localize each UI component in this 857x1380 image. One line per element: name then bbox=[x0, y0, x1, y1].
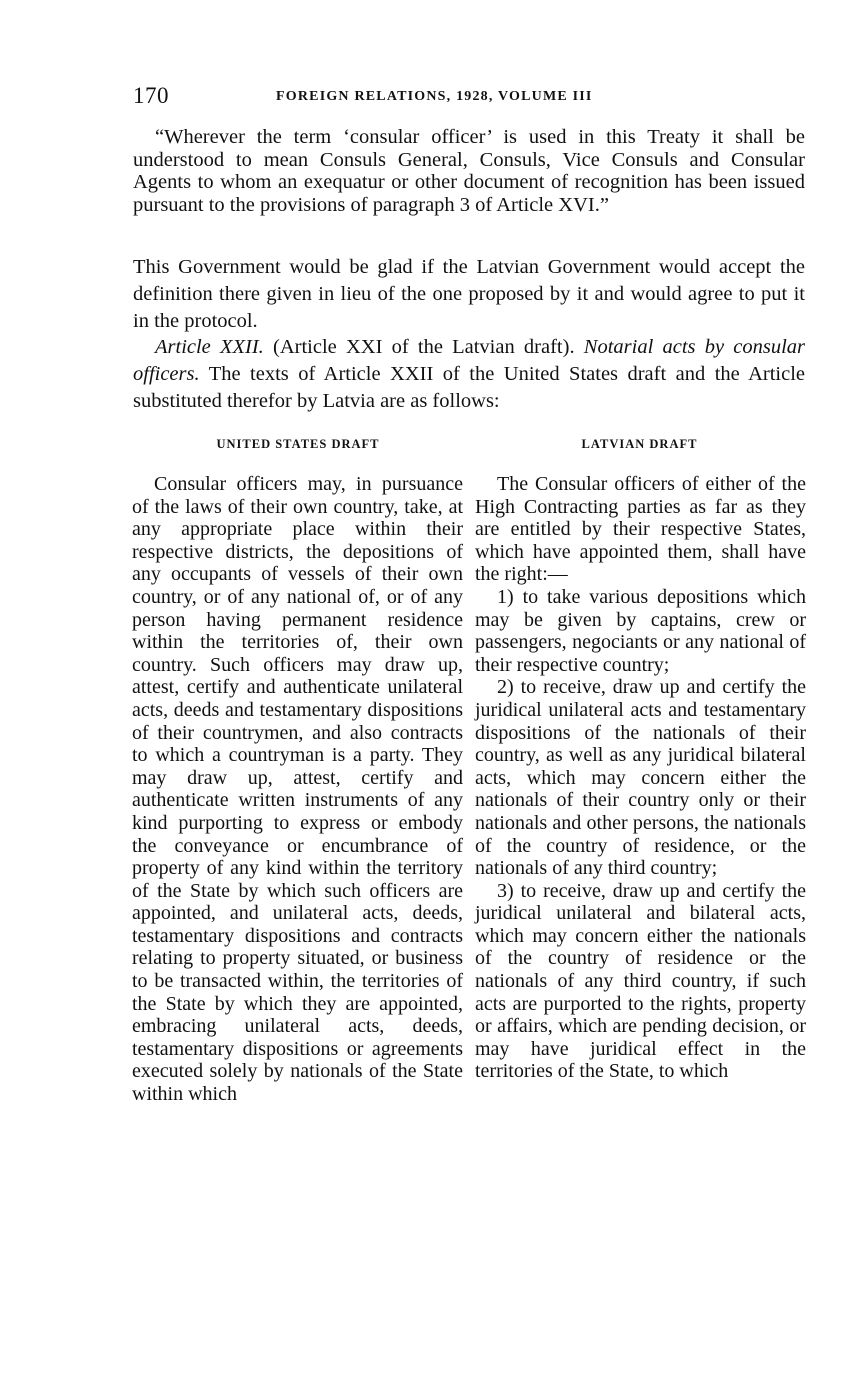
article-text: The texts of Article XXII of the United States draft and the Article substituted therefor by Latvia are as follows: bbox=[133, 363, 805, 412]
quoted-definition bbox=[133, 126, 805, 216]
article-label: Article XXII. bbox=[155, 336, 264, 359]
latvian-draft-intro: The Consular officers of either of the High Contracting parties as far as they are entitled by their respective States, which have appointed them, shall have the right:— bbox=[475, 473, 806, 586]
running-title: FOREIGN RELATIONS, 1928, VOLUME III bbox=[276, 89, 593, 104]
latvian-draft-item-3: 3) to receive, draw up and certify the juridical unilateral and bilateral acts, which may concern either the nationals of the country of residence or the nationals of any third country, if such acts are purported to the rights, property or affairs, which are pending decision, or may have juridical effect in the territories of the State, to which bbox=[475, 879, 806, 1083]
article-paragraph bbox=[133, 334, 805, 414]
latvian-draft-column bbox=[475, 473, 806, 1083]
article-title: Notarial acts by consular officers. bbox=[133, 336, 806, 386]
article-reference: (Article XXI of the Latvian draft). bbox=[263, 336, 584, 359]
running-head bbox=[133, 83, 805, 113]
united-states-draft-text: Consular officers may, in pursuance of the laws of their own country, take, at any appropriate place within their respective districts, the depositions of any occupants of vessels of their own country, or of any national of, or of any person having permanent residence within the territories of, their own country. Such officers may draw up, attest, certify and authenticate unilateral acts, deeds and testamentary dispositions of their countrymen, and also contracts to which a countryman is a party. They may draw up, attest, certify and authenticate written instruments of any kind purporting to express or embody the conveyance or encumbrance of property of any kind within the territory of the State by which such officers are appointed, and unilateral acts, deeds, testamentary dispositions and contracts relating to property situated, or business to be transacted within, the territories of the State by which they are appointed, embracing unilateral acts, deeds, testamentary dispositions or agreements executed solely by nationals of the State within which bbox=[132, 473, 463, 1106]
quote-paragraph: “Wherever the term ‘consular officer’ is used in this Treaty it shall be understood to mean Consuls General, Consuls, Vice Consuls and Consular Agents to whom an exequatur or other document of recognition has been issued pursuant to the provisions of paragraph 3 of Article XVI.” bbox=[133, 126, 805, 216]
body-paragraph: This Government would be glad if the Latvian Government would accept the definition there given in lieu of the one proposed by it and would agree to put it in the protocol. bbox=[133, 256, 805, 332]
latvian-draft-heading: LATVIAN DRAFT bbox=[581, 437, 698, 451]
body-text bbox=[133, 254, 805, 415]
latvian-draft-item-2: 2) to receive, draw up and certify the juridical unilateral acts and testamentary dispositions of the nationals of their country, as well as any juridical bilateral acts, which may concern either the nationals of their country only or their nationals and other persons, the nationals of the country of residence, or the nationals of any third country; bbox=[475, 676, 806, 880]
latvian-draft-item-1: 1) to take various depositions which may be given by captains, crew or passengers, negociants or any national of their respective country; bbox=[475, 585, 806, 676]
united-states-draft-column bbox=[132, 473, 463, 1106]
page-number: 170 bbox=[133, 83, 169, 108]
united-states-draft-heading: UNITED STATES DRAFT bbox=[216, 437, 380, 451]
